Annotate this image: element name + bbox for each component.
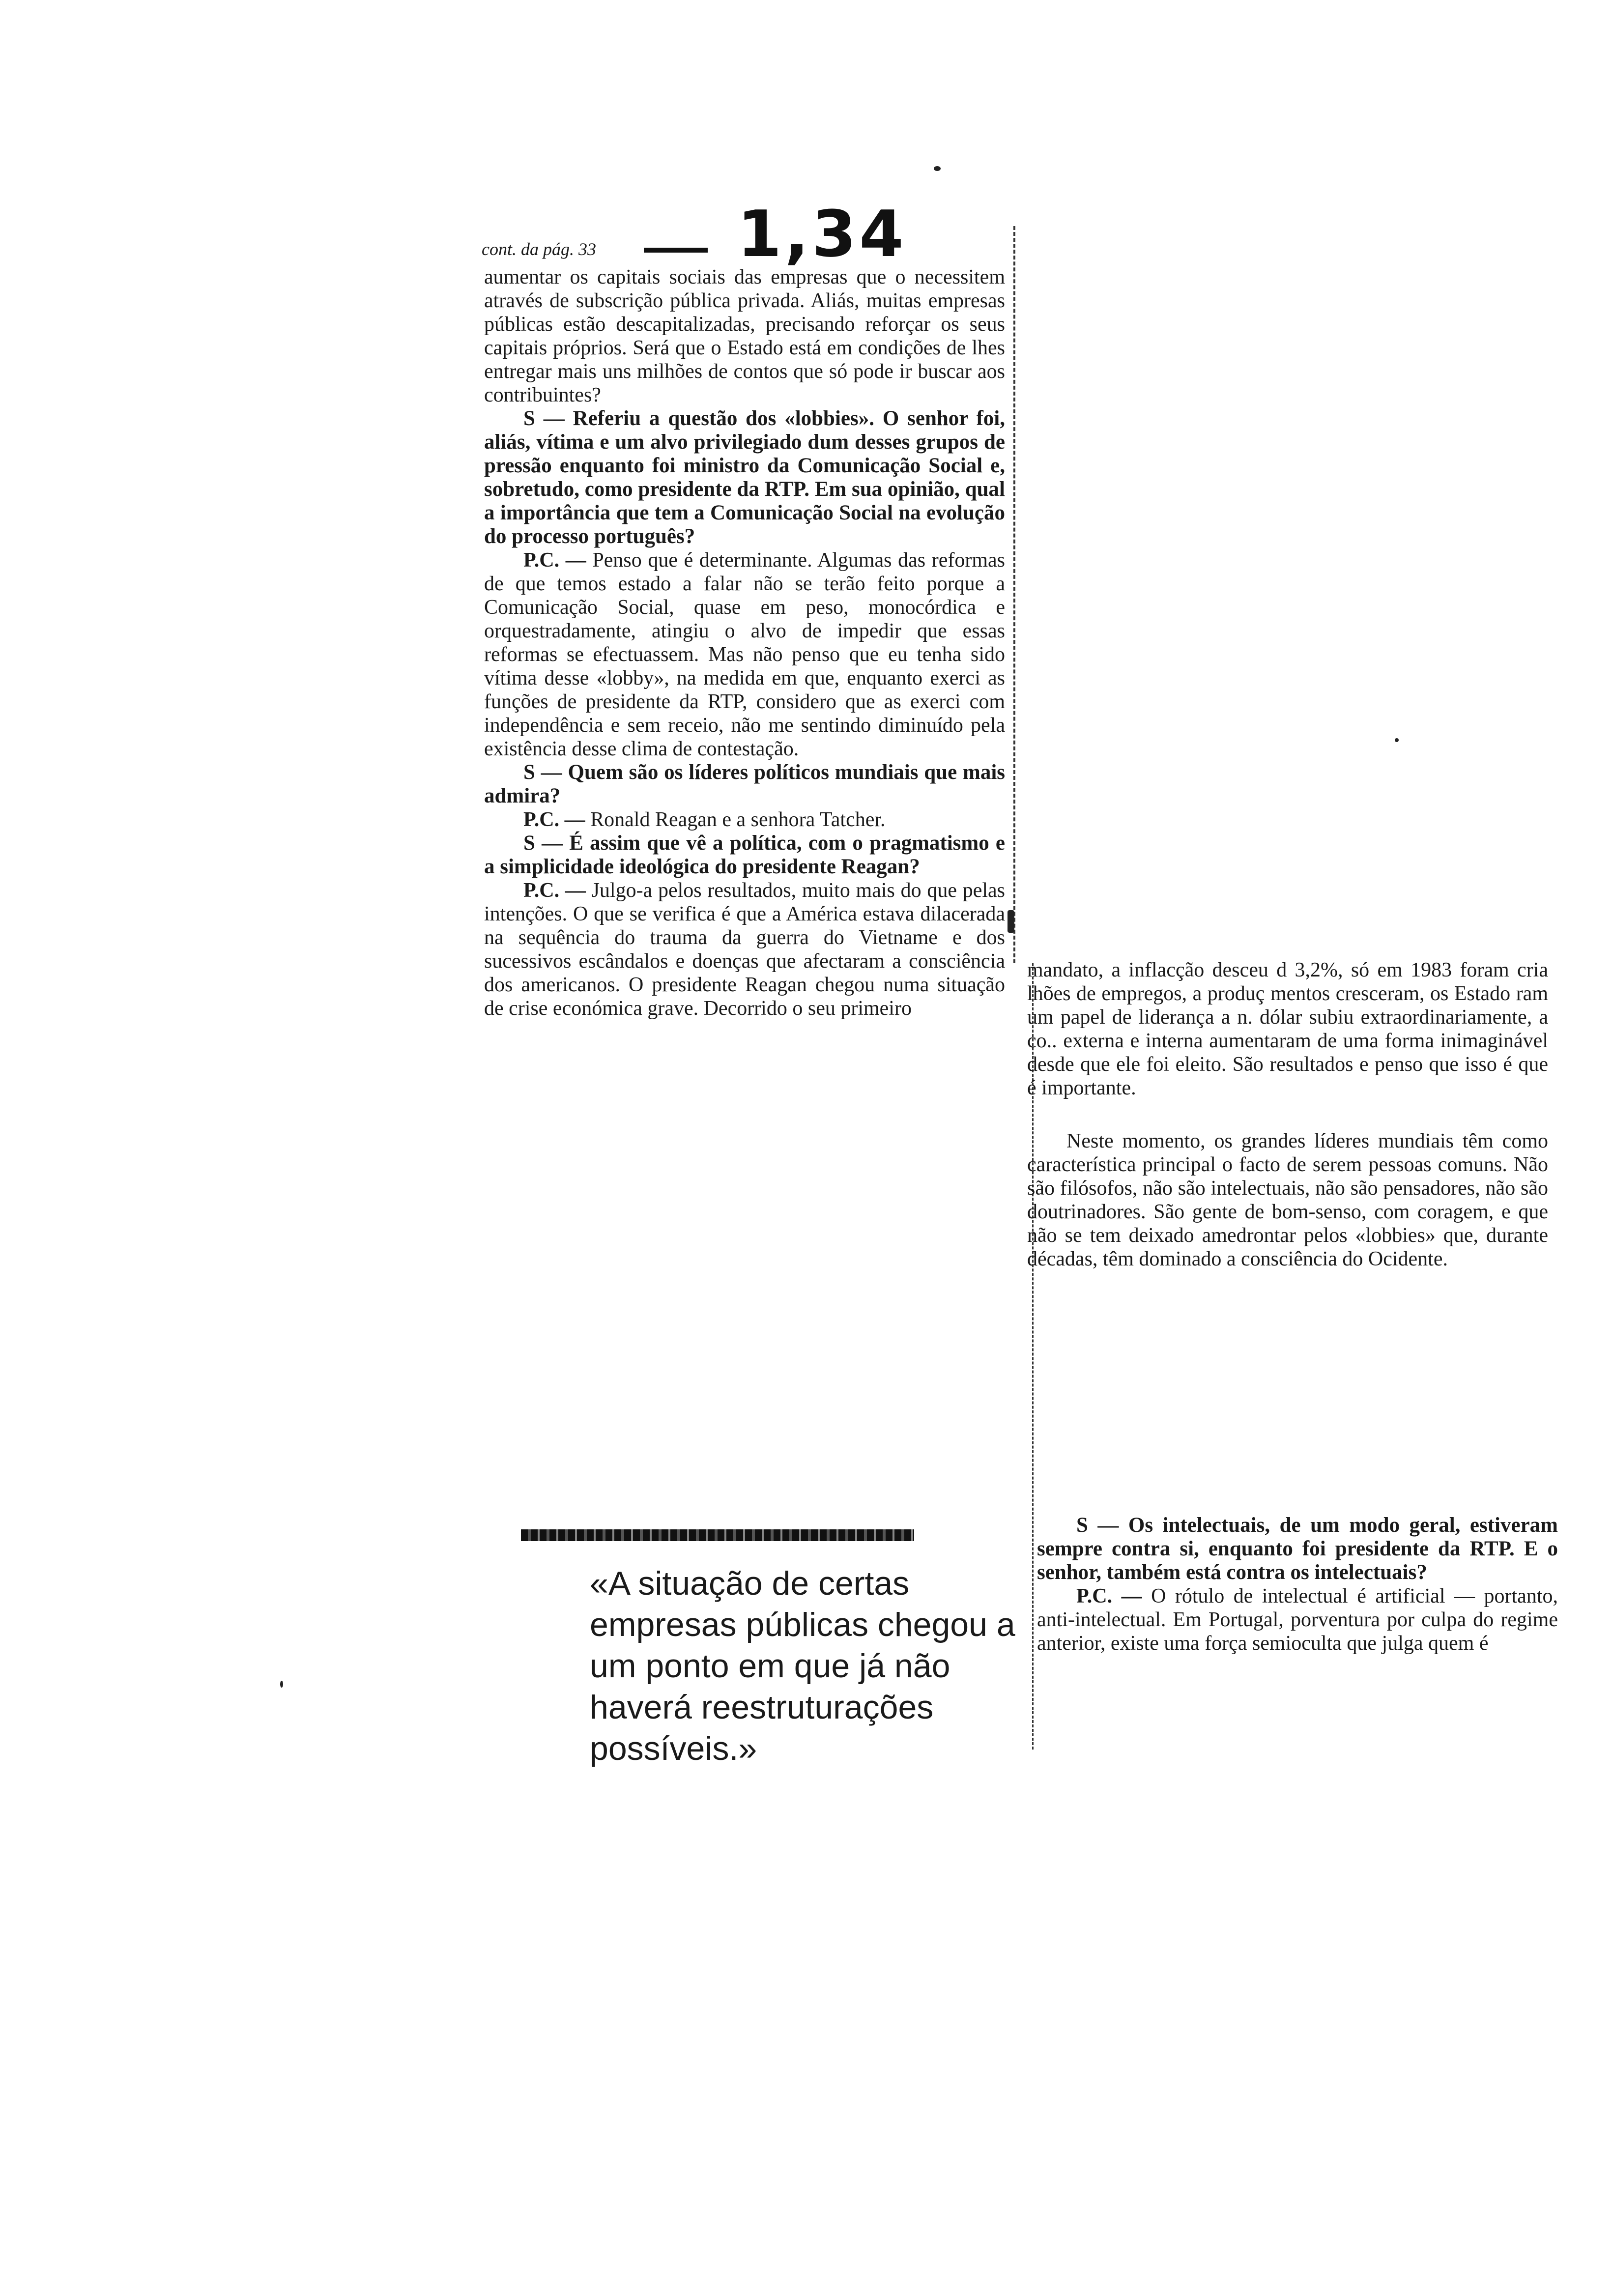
body-paragraph: aumentar os capitais sociais das empresas que o necessitem através de subscrição pública privada. Aliás, muitas empresas públicas estão descapitalizadas, precisando reforçar os seus capitais próprios. Será que o Estado está em condições de lhes entregar mais uns milhões de contos que só pode ir buscar aos contribuintes? xyxy=(484,266,1005,406)
scan-speck xyxy=(1395,738,1399,742)
answer-text: Ronald Reagan e a senhora Tatcher. xyxy=(585,808,886,831)
interview-question xyxy=(484,832,1005,879)
column-left xyxy=(484,265,1005,1020)
answer-speaker: P.C. — xyxy=(523,549,586,572)
pull-quote-rule xyxy=(521,1529,914,1541)
question-text: S — Os intelectuais, de um modo geral, estiveram sempre contra si, enquanto foi presidente da RTP. E o senhor, também está contra os intelectuais? xyxy=(1037,1514,1558,1584)
continuation-label: cont. da pág. 33 xyxy=(482,239,596,259)
interview-answer xyxy=(1037,1584,1558,1655)
scan-speck xyxy=(280,1681,283,1688)
column-divider xyxy=(1013,226,1015,963)
answer-text: Penso que é determinante. Algumas das reformas de que temos estado a falar não se terão feito porque a Comunicação Social, quase em peso, monocórdica e orquestradamente, atingiu o alvo de impedir que essas reformas se efectuassem. Mas não penso que eu tenha sido vítima desse «lobby», na medida em que, enquanto exerci as funções de presidente da RTP, considero que as exerci com independência e sem receio, não me sentindo diminuído pela existência desse clima de contestação. xyxy=(484,549,1005,760)
question-text: S — Quem são os líderes políticos mundiais que mais admira? xyxy=(484,761,1005,807)
answer-speaker: P.C. — xyxy=(523,808,585,831)
scan-speck xyxy=(934,166,941,171)
answer-text: Julgo-a pelos resultados, muito mais do que pelas intenções. O que se verifica é que a América estava dilacerada na sequência do trauma da guerra do Vietname e dos sucessivos escândalos e doenças que afectaram a consciência dos americanos. O presidente Reagan chegou numa situação de crise económica grave. Decorrido o seu primeiro xyxy=(484,879,1005,1020)
column-right-bottom xyxy=(1037,1514,1558,1655)
interview-question xyxy=(484,761,1005,808)
scan-speck xyxy=(1008,910,1014,933)
column-right-top xyxy=(1027,958,1548,1271)
interview-answer xyxy=(484,548,1005,761)
header-dash xyxy=(644,248,708,253)
answer-speaker: P.C. — xyxy=(1076,1585,1142,1607)
answer-text: O rótulo de intelectual é artificial — portanto, anti-intelectual. Em Portugal, porventura por culpa do regime anterior, existe uma força semioculta que julga quem é xyxy=(1037,1585,1558,1655)
body-paragraph: mandato, a inflacção desceu d 3,2%, só em 1983 foram cria lhões de empregos, a produç mentos cresceram, os Estado ram um papel de liderança a n. dólar subiu extraordinariamente, a co.. externa e interna aumentaram de uma forma inimaginável desde que ele foi eleito. São resultados e penso que isso é que é importante. xyxy=(1027,959,1548,1099)
interview-question xyxy=(1037,1514,1558,1584)
interview-answer xyxy=(484,808,1005,832)
question-text: S — É assim que vê a política, com o pragmatismo e a simplicidade ideológica do presidente Reagan? xyxy=(484,832,1005,878)
handwritten-page-number: 1,34 xyxy=(737,197,907,271)
interview-answer xyxy=(484,879,1005,1020)
question-text: S — Referiu a questão dos «lobbies». O senhor foi, aliás, vítima e um alvo privilegiado dum desses grupos de pressão enquanto foi ministro da Comunicação Social e, sobretudo, como presidente da RTP. Em sua opinião, qual a importância que tem a Comunicação Social na evolução do processo português? xyxy=(484,407,1005,548)
interview-question xyxy=(484,407,1005,548)
pull-quote: «A situação de certas empresas públicas chegou a um ponto em que já não haverá reestruturações possíveis.» xyxy=(590,1565,1015,1767)
answer-speaker: P.C. — xyxy=(523,879,586,902)
body-paragraph: Neste momento, os grandes líderes mundiais têm como característica principal o facto de serem pessoas comuns. Não são filósofos, não são intelectuais, não são pensadores, não são doutrinadores. São gente de bom-senso, com coragem, e que não se tem deixado amedrontar pelos «lobbies» que, durante décadas, têm dominado a consciência do Ocidente. xyxy=(1027,1130,1548,1270)
